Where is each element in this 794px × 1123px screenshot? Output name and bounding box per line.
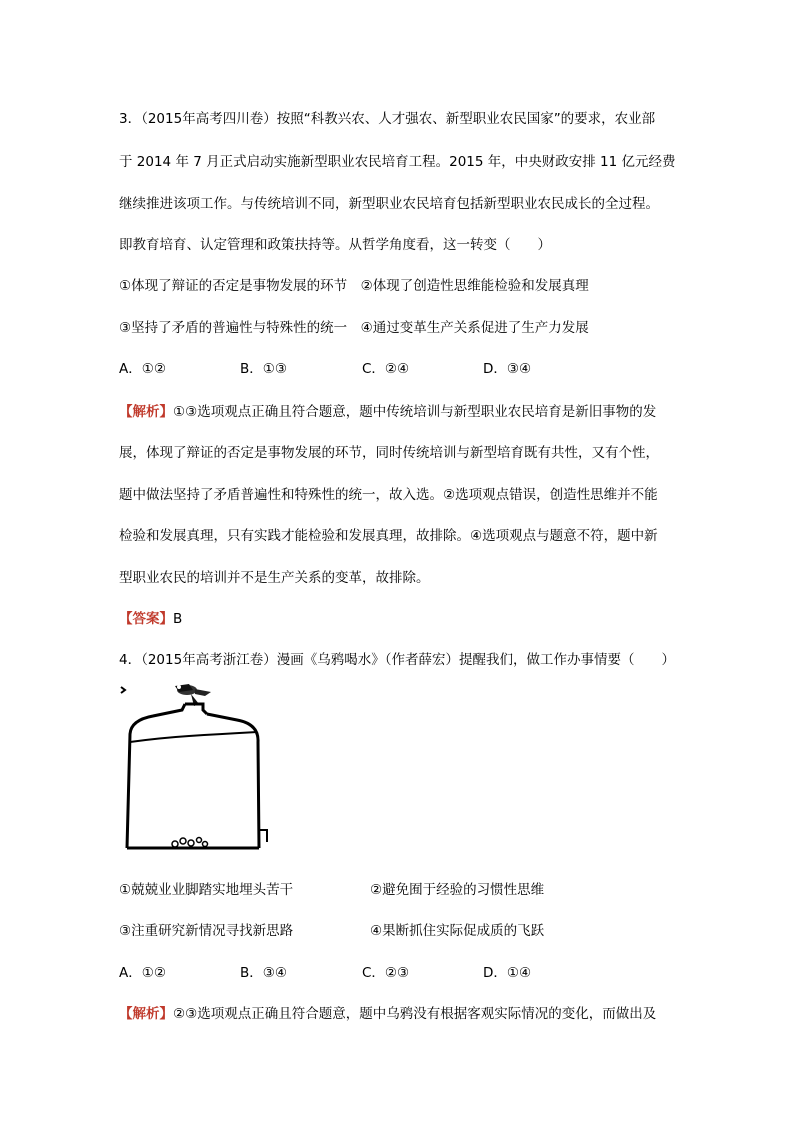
q4-analysis-text-1: ②③选项观点正确且符合题意，题中乌鸦没有根据客观实际情况的变化，而做出及: [173, 1006, 657, 1022]
q4-option-b: B．③④: [240, 965, 287, 981]
q4-option-d: D．①④: [483, 965, 532, 981]
q3-option-c: C．②④: [362, 361, 410, 377]
q3-analysis-line-5: 型职业农民的培训并不是生产关系的变革，故排除。: [119, 570, 430, 586]
q4-option-c: C．②③: [362, 965, 410, 981]
q3-analysis-tag: 【解析】: [119, 404, 173, 420]
q4-statement-4: ④果断抓住实际促成质的飞跃: [370, 923, 545, 939]
bottle-drawing: [127, 704, 259, 848]
q3-analysis-line-2: 展，体现了辩证的否定是事物发展的环节，同时传统培训与新型培育既有共性，又有个性，: [119, 445, 659, 461]
q4-analysis-line-1: [119, 1004, 656, 1024]
q3-analysis-line-1: [119, 402, 656, 422]
q3-option-a: A．①②: [119, 361, 166, 377]
q3-line-2: 于 2014 年 7 月正式启动实施新型职业农民培育工程。2015 年，中央财政安排 11 亿元经费: [119, 154, 676, 170]
q3-option-b: B．①③: [240, 361, 287, 377]
q3-analysis-line-3: 题中做法坚持了矛盾普遍性和特殊性的统一，故入选。②选项观点错误，创造性思维并不能: [119, 487, 658, 503]
q4-line-1: 4．（2015年高考浙江卷）漫画《乌鸦喝水》（作者薛宏）提醒我们，做工作办事情要（ ）: [119, 652, 675, 668]
q4-statement-1: ①兢兢业业脚踏实地埋头苦干: [119, 882, 294, 898]
q3-answer-value: B: [173, 611, 183, 627]
q4-analysis-tag: 【解析】: [119, 1006, 173, 1022]
q3-analysis-text-1: ①③选项观点正确且符合题意，题中传统培训与新型职业农民培育是新旧事物的发: [173, 404, 657, 420]
q3-answer-tag: 【答案】: [119, 611, 173, 627]
q3-analysis-line-4: 检验和发展真理，只有实践才能检验和发展真理，故排除。④选项观点与题意不符，题中新: [119, 528, 658, 544]
q4-option-a: A．①②: [119, 965, 166, 981]
q3-line-4: 即教育培育、认定管理和政策扶持等。从哲学角度看，这一转变（ ）: [119, 237, 551, 253]
q3-line-1: 3．（2015年高考四川卷）按照“科教兴农、人才强农、新型职业农民国家”的要求，农业部: [119, 111, 656, 127]
q3-answer-line: [119, 609, 182, 629]
q4-statement-2: ②避免囿于经验的习惯性思维: [370, 882, 545, 898]
q3-statement-1: ①体现了辩证的否定是事物发展的环节 ②体现了创造性思维能检验和发展真理: [119, 278, 589, 294]
q3-line-3: 继续推进该项工作。与传统培训不同，新型职业农民培育包括新型职业农民成长的全过程。: [119, 196, 659, 212]
pebbles: [172, 838, 208, 848]
q4-statement-3: ③注重研究新情况寻找新思路: [119, 923, 294, 939]
q3-statement-2: ③坚持了矛盾的普遍性与特殊性的统一 ④通过变革生产关系促进了生产力发展: [119, 320, 589, 336]
q3-option-d: D．③④: [483, 361, 532, 377]
crow-drinking-cartoon: [119, 680, 269, 855]
